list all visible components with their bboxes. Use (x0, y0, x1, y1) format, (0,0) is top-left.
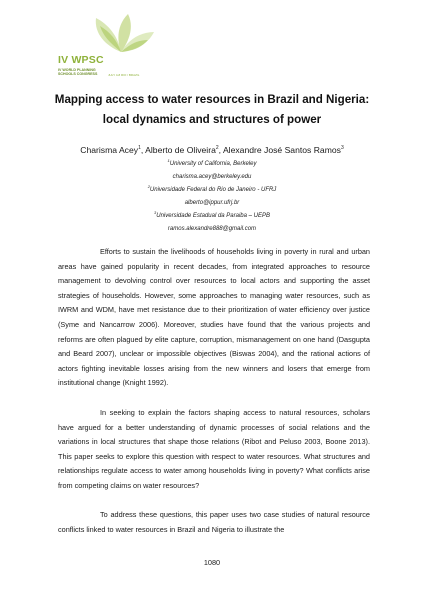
logo-wordmark: IV WPSC (58, 54, 104, 66)
affiliation-institution (40, 210, 384, 219)
affiliation-name: Universidade Federal do Rio de Janeiro - UFRJ (149, 187, 277, 193)
author-name: Alberto de Oliveira (145, 145, 216, 155)
author-name: Alexandre José Santos Ramos (222, 145, 341, 155)
affiliation-marker: 2 (147, 184, 150, 189)
paper-title-line2: local dynamics and structures of power (102, 113, 322, 126)
affiliation-email: alberto@ippur.ufrj.br (184, 200, 240, 206)
conference-logo (58, 14, 178, 82)
affiliation-marker: 1 (167, 158, 170, 163)
logo-subtitle-line1: IV WORLD PLANNING (58, 68, 96, 72)
logo-subtitle (58, 68, 97, 76)
author-affiliation-marker: 2 (215, 145, 219, 152)
affiliation-name: Universidade Estadual da Paraiba – UEPB (156, 213, 270, 219)
author-list: Charisma Acey$^1$, Alberto de Oliveira$^2$, Alexandre José Santos Ramos$^3$ (80, 145, 344, 155)
author-affiliation-marker: 1 (138, 145, 141, 152)
logo-subtitle-line2: SCHOOLS CONGRESS (58, 72, 98, 77)
body-paragraph: To address these questions, this paper uses two case studies of natural resource conflicts linked to water resources in Brazil and Nigeria to illustrate the (58, 510, 370, 534)
affiliation-email: ramos.alexandre888@gmail.com (167, 226, 257, 232)
body-paragraph: Efforts to sustain the livelihoods of households living in poverty in rural and urban areas have gained popularity in recent decades, from integrated approaches to resource management to devolving control over resources to local actors and supporting the asset strategies of households. However, some approaches to managing water resources, such as IWRM and WDM, have met resistance due to their prioritization of water efficiency over justice (Syme and Nancarrow 2006). Moreover, studies have found that the various projects and reforms are often plagued by elite capture, corruption, mismanagement on one hand (Dasgupta and Beard 2007), unclear or impossible objectives (Biswas 2004), and the rational actions of actors fighting inevitable losses arising from the new winners and losers that emerge from institutional change (Knight 1992). (58, 247, 370, 388)
page-number: 1080 (203, 558, 221, 567)
paper-title-line1: Mapping access to water resources in Brazil and Nigeria: (54, 93, 370, 106)
affiliation-marker: 3 (154, 210, 157, 215)
affiliation-institution (40, 184, 384, 193)
affiliation-name: University of California, Berkeley (169, 161, 257, 167)
logo-tagline: JULY 4-8 RIO / BRAZIL (108, 73, 140, 77)
author-affiliation-marker: 3 (340, 145, 344, 152)
leaf-logo-icon (86, 14, 156, 54)
author-name: Charisma Acey (80, 145, 139, 155)
body-paragraph: In seeking to explain the factors shaping access to natural resources, scholars have argued for a better understanding of dynamic processes of social relations and the variations in local structures that shape those relations (Ribot and Peluso 2003, Boone 2013). This paper seeks to explore this question with respect to water resources. What structures and relationships regulate access to water among households living in poverty? What conflicts arise from competing claims on water resources? (58, 408, 370, 490)
affiliation-email: charisma.acey@berkeley.edu (172, 174, 252, 180)
affiliation-institution (40, 158, 384, 167)
